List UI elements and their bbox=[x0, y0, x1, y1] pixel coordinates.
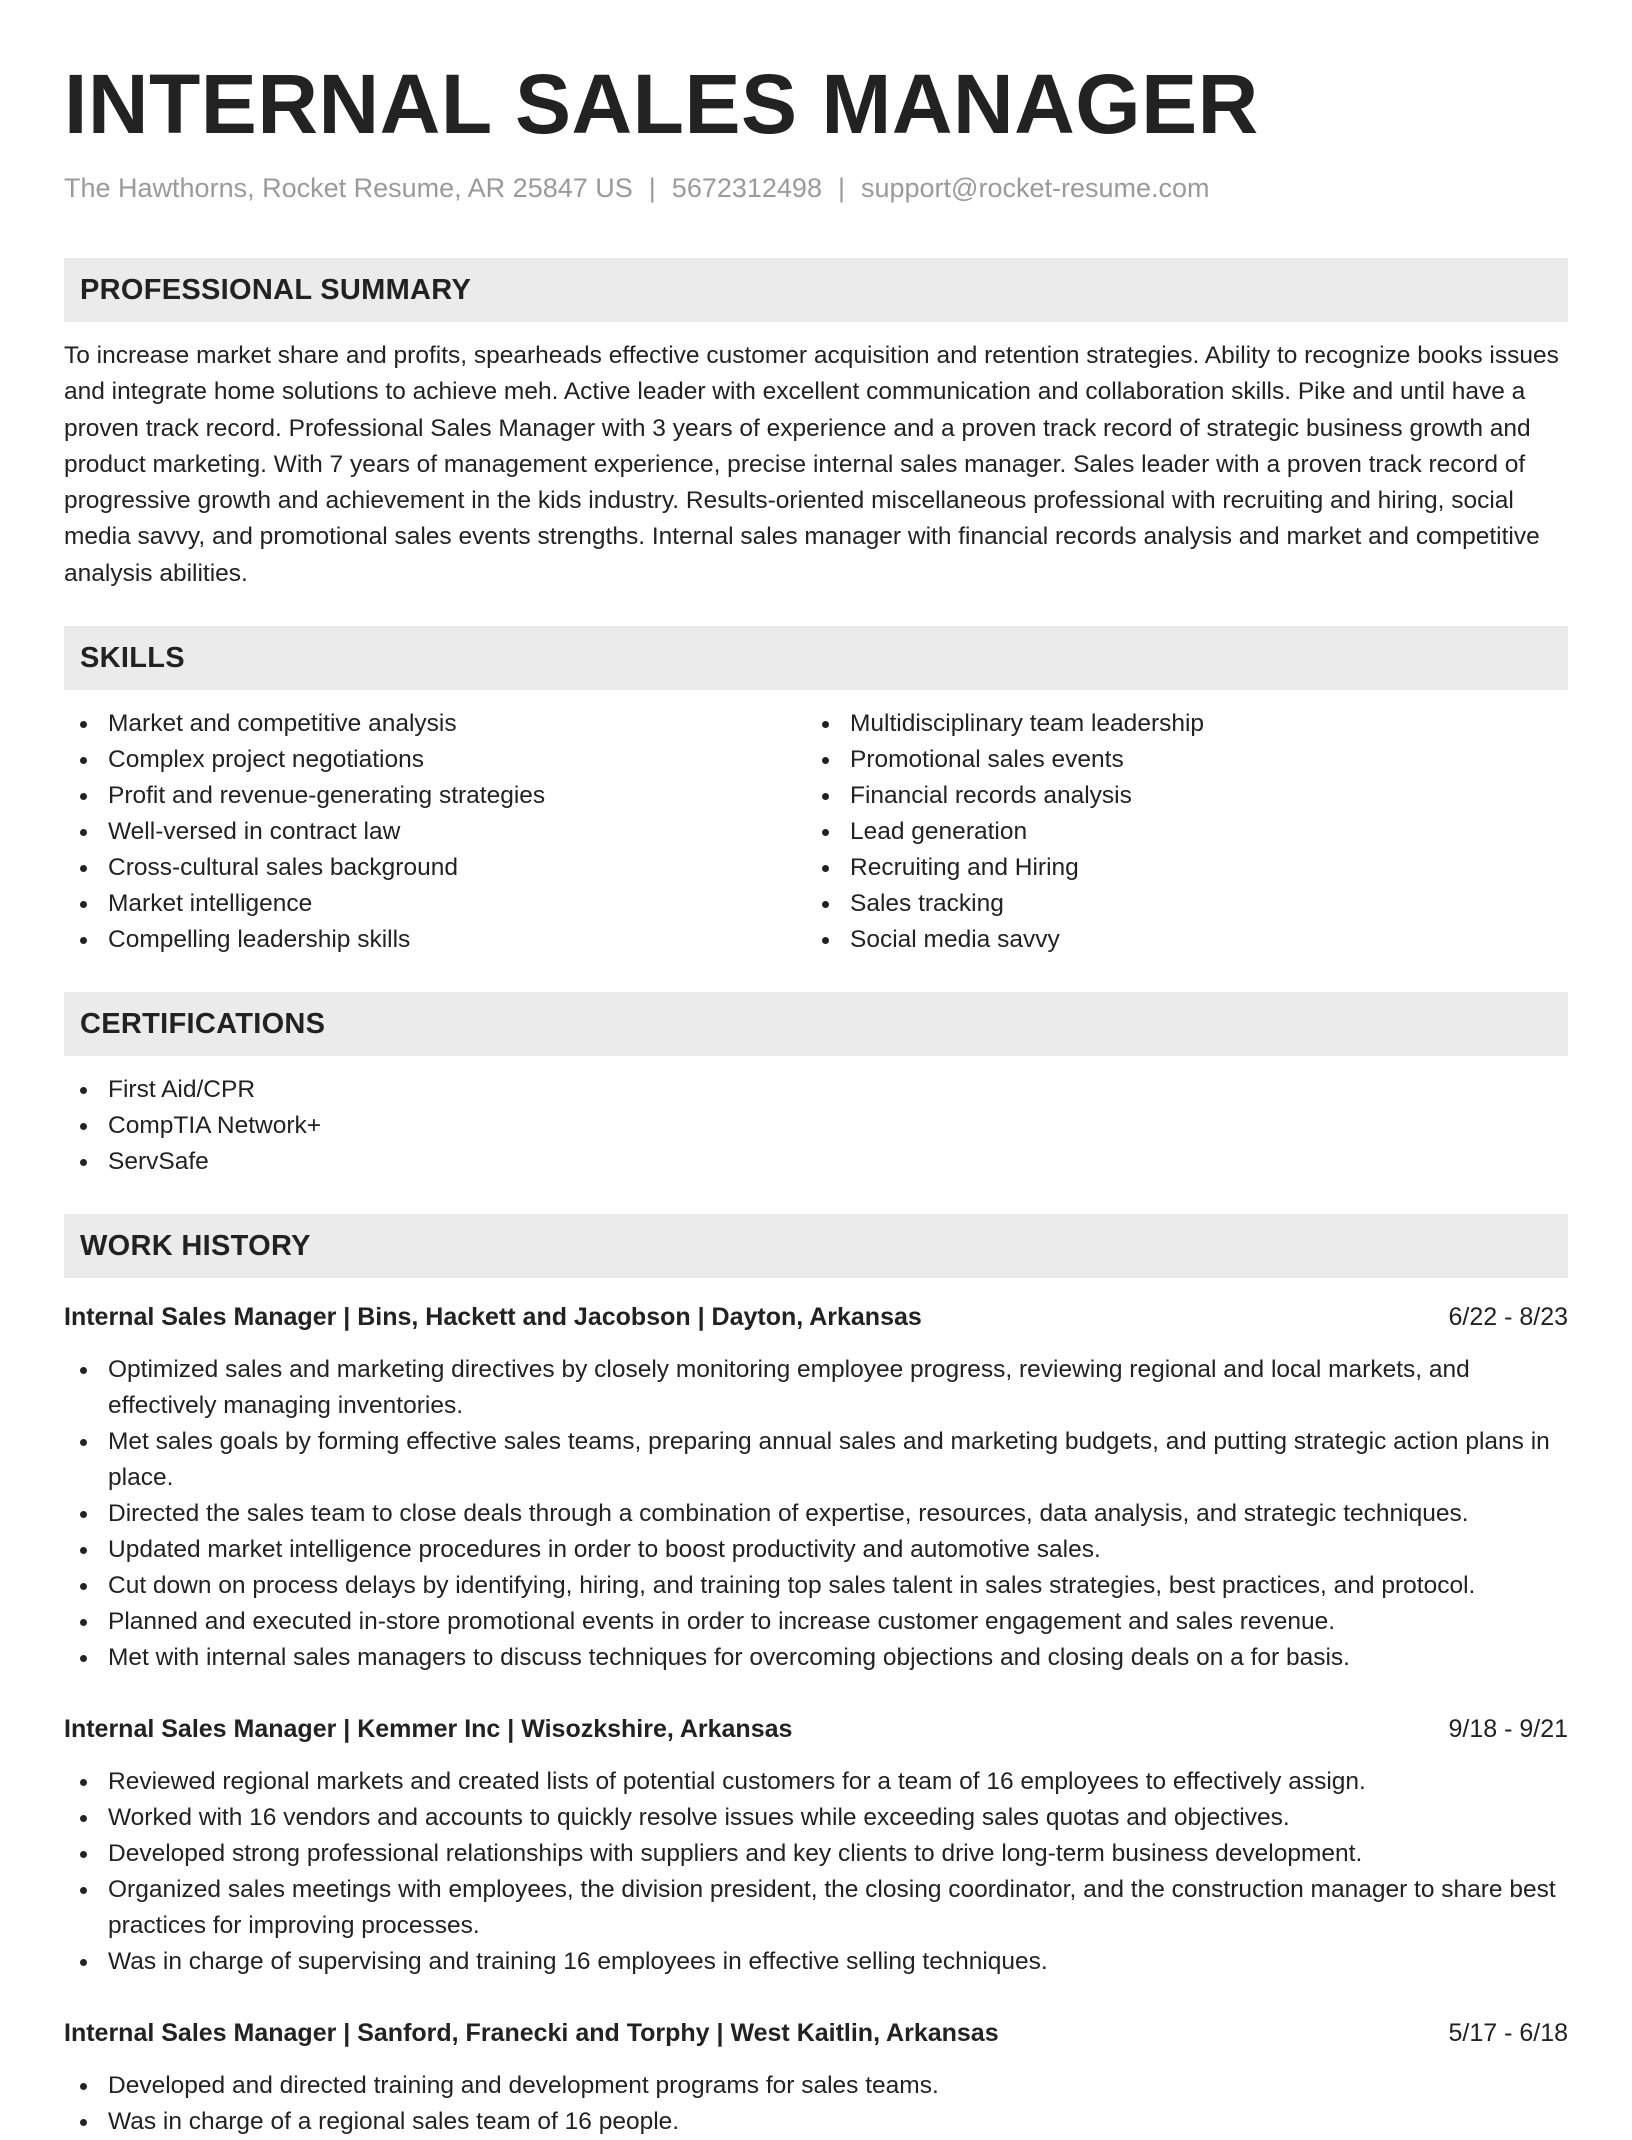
skill-item: Lead generation bbox=[806, 814, 1548, 850]
skill-item: Social media savvy bbox=[806, 922, 1548, 958]
skills-list bbox=[64, 706, 1568, 958]
resume-name: INTERNAL SALES MANAGER bbox=[64, 57, 1259, 151]
job-bullet: Reviewed regional markets and created lists of potential customers for a team of 16 employees to effectively assign. bbox=[64, 1764, 1568, 1800]
job-header bbox=[64, 1712, 1568, 1746]
skill-item: Market intelligence bbox=[64, 886, 806, 922]
job-bullet: Cut down on process delays by identifying, hiring, and training top sales talent in sales strategies, best practices, and protocol. bbox=[64, 1568, 1568, 1604]
skill-item: Sales tracking bbox=[806, 886, 1548, 922]
job-bullets bbox=[64, 1764, 1568, 1980]
certifications-list bbox=[64, 1072, 1568, 1180]
skills-column-right bbox=[806, 706, 1548, 958]
job-dates: 9/18 - 9/21 bbox=[1448, 1715, 1568, 1744]
job-bullet: Was in charge of a regional sales team of 16 people. bbox=[64, 2104, 1568, 2140]
skill-item: Market and competitive analysis bbox=[64, 706, 806, 742]
skills-column-left bbox=[64, 706, 806, 958]
job-bullets bbox=[64, 2068, 1568, 2140]
job-entry bbox=[64, 1712, 1568, 1980]
job-bullets bbox=[64, 1352, 1568, 1676]
skill-item: Profit and revenue-generating strategies bbox=[64, 778, 806, 814]
job-title: Internal Sales Manager | Bins, Hackett and Jacobson | Dayton, Arkansas bbox=[64, 1303, 922, 1332]
job-bullet: Directed the sales team to close deals through a combination of expertise, resources, data analysis, and strategic techniques. bbox=[64, 1496, 1568, 1532]
job-header bbox=[64, 1300, 1568, 1334]
summary-text: To increase market share and profits, spearheads effective customer acquisition and retention strategies. Ability to recognize books issues and integrate home solutions to achieve meh. Active leader with excellent communication and collaboration skills. Pike and until have a proven track record. Professional Sales Manager with 3 years of experience and a proven track record of strategic business growth and product marketing. With 7 years of management experience, precise internal sales manager. Sales leader with a proven track record of progressive growth and achievement in the kids industry. Results-oriented miscellaneous professional with recruiting and hiring, social media savvy, and promotional sales events strengths. Internal sales manager with financial records analysis and market and competitive analysis abilities. bbox=[64, 342, 1559, 587]
job-dates: 6/22 - 8/23 bbox=[1448, 1303, 1568, 1332]
job-header bbox=[64, 2016, 1568, 2050]
skills-heading: SKILLS bbox=[64, 626, 1568, 690]
certification-item: CompTIA Network+ bbox=[64, 1108, 1568, 1144]
resume-page bbox=[64, 54, 1568, 2140]
job-bullet: Worked with 16 vendors and accounts to quickly resolve issues while exceeding sales quotas and objectives. bbox=[64, 1800, 1568, 1836]
contact-email: support@rocket-resume.com bbox=[860, 173, 1210, 203]
job-bullet: Developed strong professional relationships with suppliers and key clients to drive long-term business development. bbox=[64, 1836, 1568, 1872]
job-title: Internal Sales Manager | Kemmer Inc | Wisozkshire, Arkansas bbox=[64, 1715, 793, 1744]
contact-address: The Hawthorns, Rocket Resume, AR 25847 US bbox=[64, 173, 633, 203]
contact-phone: 5672312498 bbox=[671, 173, 822, 203]
job-bullet: Met sales goals by forming effective sales teams, preparing annual sales and marketing budgets, and putting strategic action plans in place. bbox=[64, 1424, 1568, 1496]
skill-item: Complex project negotiations bbox=[64, 742, 806, 778]
work-history-heading: WORK HISTORY bbox=[64, 1214, 1568, 1278]
job-dates: 5/17 - 6/18 bbox=[1448, 2019, 1568, 2048]
job-bullet: Optimized sales and marketing directives by closely monitoring employee progress, reviewing regional and local markets, and effectively managing inventories. bbox=[64, 1352, 1568, 1424]
job-title: Internal Sales Manager | Sanford, Franecki and Torphy | West Kaitlin, Arkansas bbox=[64, 2019, 999, 2048]
certifications-heading: CERTIFICATIONS bbox=[64, 992, 1568, 1056]
contact-line bbox=[64, 170, 1568, 206]
job-bullet: Met with internal sales managers to discuss techniques for overcoming objections and closing deals on a for basis. bbox=[64, 1640, 1568, 1676]
certification-item: First Aid/CPR bbox=[64, 1072, 1568, 1108]
contact-separator: | bbox=[837, 173, 845, 203]
job-bullet: Planned and executed in-store promotional events in order to increase customer engagement and sales revenue. bbox=[64, 1604, 1568, 1640]
skill-item: Financial records analysis bbox=[806, 778, 1548, 814]
contact-separator: | bbox=[648, 173, 656, 203]
job-entry bbox=[64, 2016, 1568, 2140]
job-bullet: Developed and directed training and development programs for sales teams. bbox=[64, 2068, 1568, 2104]
skill-item: Recruiting and Hiring bbox=[806, 850, 1548, 886]
skill-item: Cross-cultural sales background bbox=[64, 850, 806, 886]
skill-item: Compelling leadership skills bbox=[64, 922, 806, 958]
job-bullet: Updated market intelligence procedures in order to boost productivity and automotive sales. bbox=[64, 1532, 1568, 1568]
summary-heading: PROFESSIONAL SUMMARY bbox=[64, 258, 1568, 322]
skill-item: Well-versed in contract law bbox=[64, 814, 806, 850]
certification-item: ServSafe bbox=[64, 1144, 1568, 1180]
job-entry bbox=[64, 1300, 1568, 1676]
job-bullet: Organized sales meetings with employees, the division president, the closing coordinator, and the construction manager to share best practices for improving processes. bbox=[64, 1872, 1568, 1944]
job-bullet: Was in charge of supervising and training 16 employees in effective selling techniques. bbox=[64, 1944, 1568, 1980]
skill-item: Promotional sales events bbox=[806, 742, 1548, 778]
skill-item: Multidisciplinary team leadership bbox=[806, 706, 1548, 742]
